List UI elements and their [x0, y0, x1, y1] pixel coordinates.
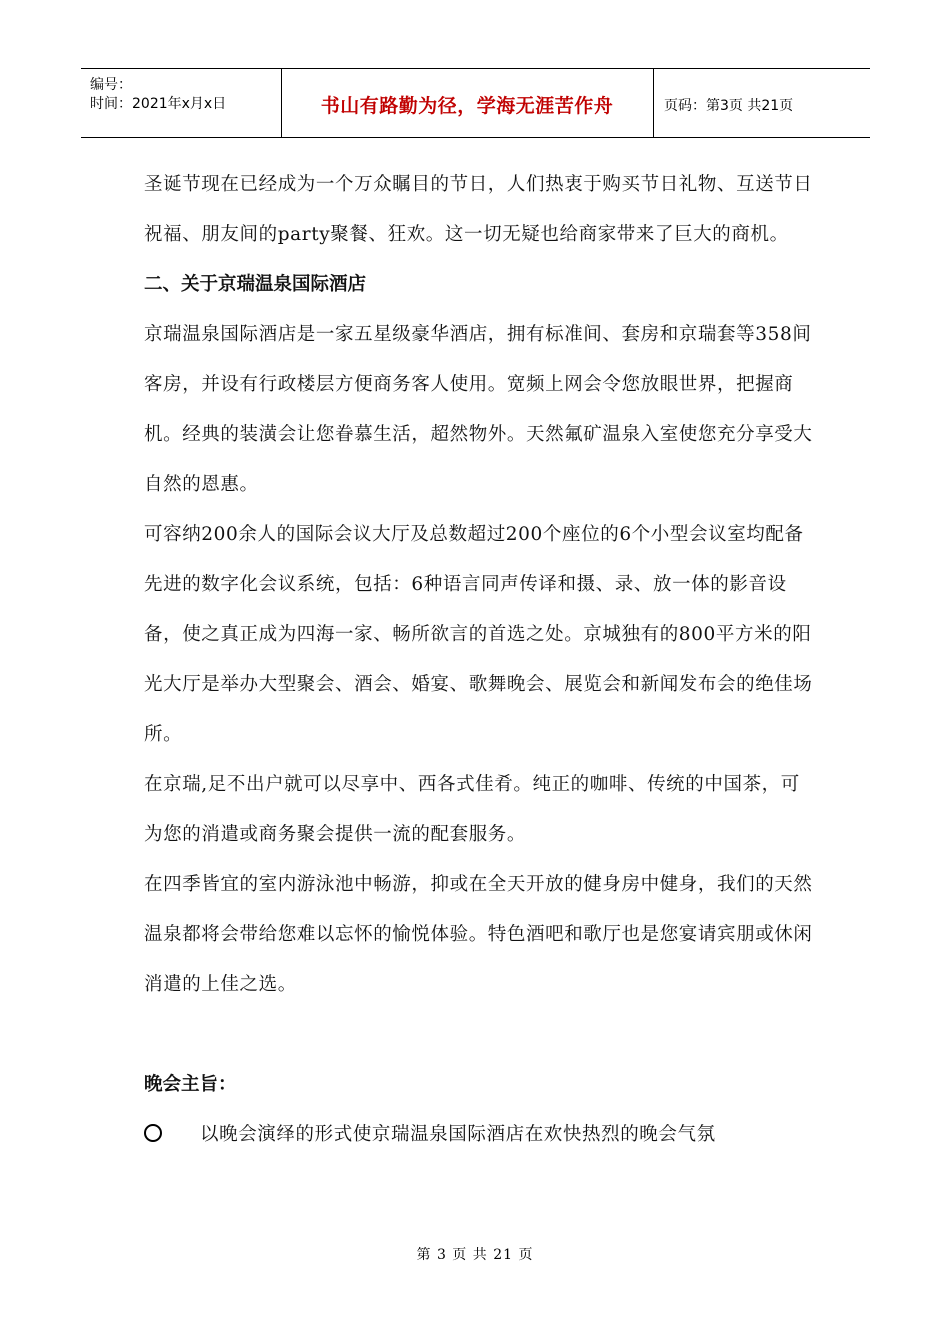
paragraph-conference: 可容纳200余人的国际会议大厅及总数超过200个座位的6个小型会议室均配备先进的数字化会议系统，包括：6种语言同声传译和摄、录、放一体的影音设备，使之真正成为四海一家、畅所欲言的首选之处。京城独有的800平方米的阳光大厅是举办大型聚会、酒会、婚宴、歌舞晚会、展览会和新闻发布会的绝佳场所。 [144, 524, 813, 745]
paragraph-leisure: 在四季皆宜的室内游泳池中畅游，抑或在全天开放的健身房中健身，我们的天然温泉都将会带给您难以忘怀的愉悦体验。特色酒吧和歌厅也是您宴请宾朋或休闲消遣的上佳之选。 [144, 874, 813, 995]
page-footer: 第 3 页 共 21 页 [416, 1247, 534, 1263]
paragraph-dining: 在京瑞,足不出户就可以尽享中、西各式佳肴。纯正的咖啡、传统的中国茶，可为您的消遣或商务聚会提供一流的配套服务。 [144, 774, 800, 845]
document-number-label: 编号： [90, 77, 132, 93]
page-header [81, 68, 870, 138]
blank-line [144, 1010, 814, 1060]
list-item [144, 1110, 814, 1160]
list-item-text: 以晚会演绎的形式使京瑞温泉国际酒店在欢快热烈的晚会气氛 [200, 1124, 716, 1145]
header-meta-cell [81, 69, 282, 137]
section-heading-purpose: 晚会主旨： [144, 1074, 237, 1095]
header-page-cell [654, 69, 870, 137]
document-date: 时间：2021年x月x日 [90, 96, 227, 112]
paragraph-hotel-intro: 京瑞温泉国际酒店是一家五星级豪华酒店，拥有标准间、套房和京瑞套等358间客房，并设有行政楼层方便商务客人使用。宽频上网会令您放眼世界，把握商机。经典的装潢会让您眷慕生活，超然物外。天然氟矿温泉入室使您充分享受大自然的恩惠。 [144, 324, 813, 495]
header-motto: 书山有路勤为径，学海无涯苦作舟 [320, 95, 614, 117]
section-heading-hotel: 二、关于京瑞温泉国际酒店 [144, 274, 367, 295]
circle-bullet-icon [144, 1124, 162, 1142]
document-body [144, 160, 814, 1160]
header-page-info: 页码：第3页 共21页 [664, 98, 794, 114]
header-motto-cell [281, 69, 654, 137]
paragraph-christmas: 圣诞节现在已经成为一个万众瞩目的节日，人们热衷于购买节日礼物、互送节日祝福、朋友间的party聚餐、狂欢。这一切无疑也给商家带来了巨大的商机。 [144, 174, 813, 245]
